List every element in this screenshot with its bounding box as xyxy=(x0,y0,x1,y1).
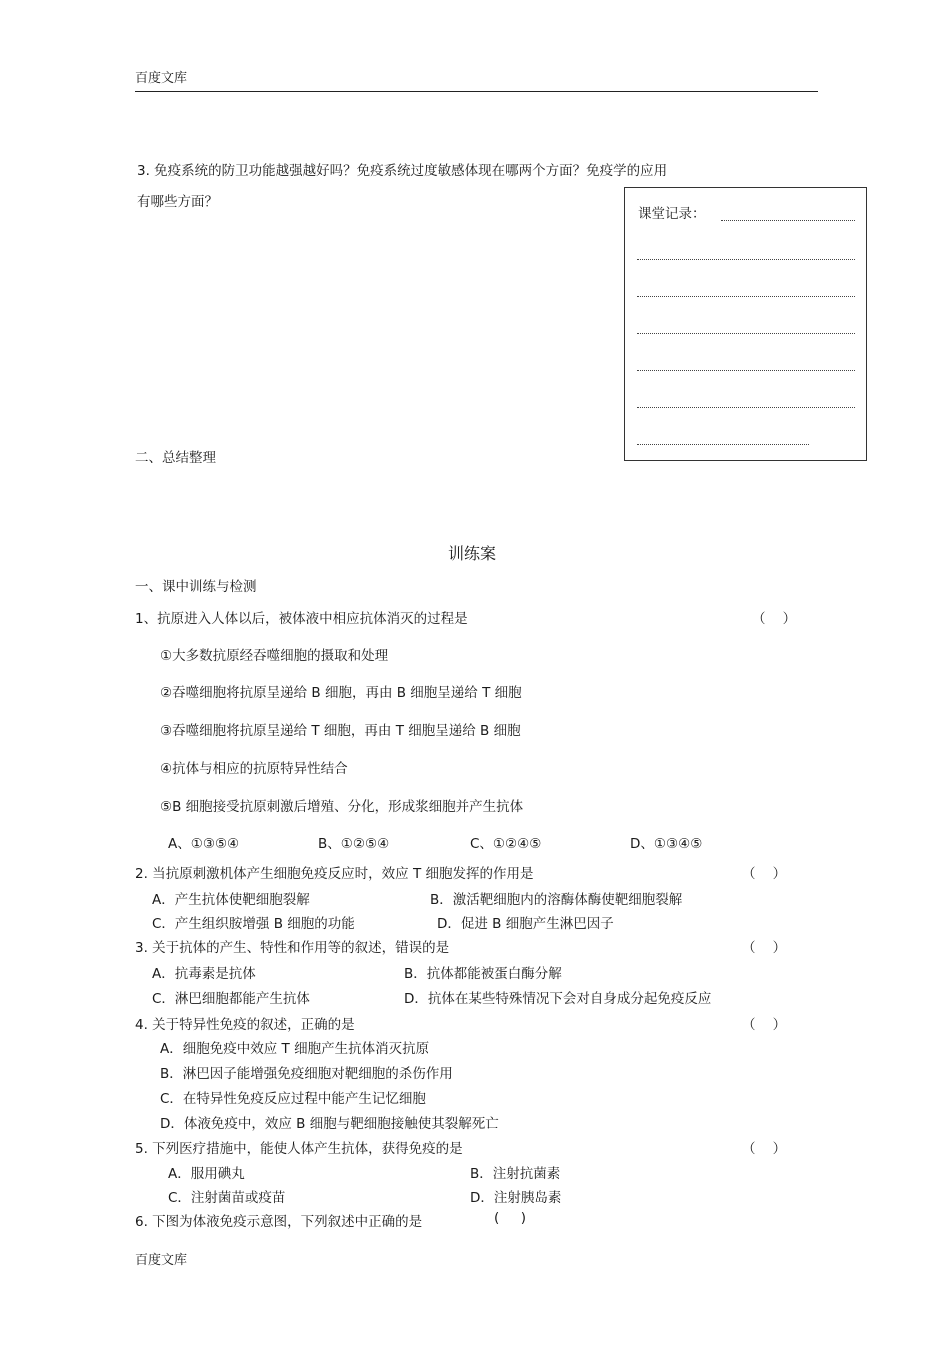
section1-heading: 一、课中训练与检测 xyxy=(135,579,257,595)
notes-label: 课堂记录： xyxy=(638,206,706,222)
q3-option-c: C．淋巴细胞都能产生抗体 xyxy=(152,991,310,1007)
q1-item-3: ③吞噬细胞将抗原呈递给 T 细胞，再由 T 细胞呈递给 B 细胞 xyxy=(160,723,521,739)
q1-option-d: D、①③④⑤ xyxy=(630,836,703,852)
q5-option-d: D．注射胰岛素 xyxy=(470,1190,562,1206)
q4-answer-paren: （ ） xyxy=(742,1017,787,1033)
notes-line xyxy=(637,407,855,408)
q4-option-b: B．淋巴因子能增强免疫细胞对靶细胞的杀伤作用 xyxy=(160,1066,453,1082)
q2-option-d: D．促进 B 细胞产生淋巴因子 xyxy=(437,916,614,932)
q5-stem: 5. 下列医疗措施中，能使人体产生抗体，获得免疫的是 xyxy=(135,1141,463,1157)
notes-line xyxy=(637,370,855,371)
question3-line2: 有哪些方面？ xyxy=(137,194,218,210)
notes-line xyxy=(721,220,855,221)
training-title: 训练案 xyxy=(448,544,497,563)
q3-stem: 3. 关于抗体的产生、特性和作用等的叙述，错误的是 xyxy=(135,940,450,956)
notes-line xyxy=(637,259,855,260)
q2-answer-paren: （ ） xyxy=(742,866,787,882)
q1-item-2: ②吞噬细胞将抗原呈递给 B 细胞，再由 B 细胞呈递给 T 细胞 xyxy=(160,685,522,701)
q1-item-4: ④抗体与相应的抗原特异性结合 xyxy=(160,761,348,777)
header-rule xyxy=(135,91,818,92)
q6-answer-paren: ( ) xyxy=(494,1210,526,1226)
q5-option-a: A．服用碘丸 xyxy=(168,1166,245,1182)
q5-option-c: C．注射菌苗或疫苗 xyxy=(168,1190,286,1206)
q3-option-a: A．抗毒素是抗体 xyxy=(152,966,256,982)
q1-option-b: B、①②⑤④ xyxy=(318,836,390,852)
q5-option-b: B．注射抗菌素 xyxy=(470,1166,561,1182)
q1-stem: 1、抗原进入人体以后，被体液中相应抗体消灭的过程是 xyxy=(135,611,468,627)
q5-answer-paren: （ ） xyxy=(742,1141,787,1157)
q1-item-1: ①大多数抗原经吞噬细胞的摄取和处理 xyxy=(160,648,389,664)
q1-option-a: A、①③⑤④ xyxy=(168,836,240,852)
header-title: 百度文库 xyxy=(135,71,188,86)
classroom-notes-box xyxy=(624,187,867,461)
q4-stem: 4. 关于特异性免疫的叙述，正确的是 xyxy=(135,1017,355,1033)
q3-option-d: D．抗体在某些特殊情况下会对自身成分起免疫反应 xyxy=(404,991,712,1007)
q3-answer-paren: （ ） xyxy=(742,940,787,956)
q1-item-5: ⑤B 细胞接受抗原刺激后增殖、分化，形成浆细胞并产生抗体 xyxy=(160,799,524,815)
q2-option-a: A．产生抗体使靶细胞裂解 xyxy=(152,892,310,908)
notes-line xyxy=(637,444,809,445)
summary-heading: 二、总结整理 xyxy=(135,450,216,466)
q4-option-d: D．体液免疫中，效应 B 细胞与靶细胞接触使其裂解死亡 xyxy=(160,1116,499,1132)
footer-title: 百度文库 xyxy=(135,1253,188,1268)
q2-option-b: B．激活靶细胞内的溶酶体酶使靶细胞裂解 xyxy=(430,892,683,908)
q2-option-c: C．产生组织胺增强 B 细胞的功能 xyxy=(152,916,355,932)
q1-option-c: C、①②④⑤ xyxy=(470,836,542,852)
q4-option-c: C．在特异性免疫反应过程中能产生记忆细胞 xyxy=(160,1091,426,1107)
q3-option-b: B．抗体都能被蛋白酶分解 xyxy=(404,966,562,982)
q2-stem: 2. 当抗原刺激机体产生细胞免疫反应时，效应 T 细胞发挥的作用是 xyxy=(135,866,534,882)
notes-line xyxy=(637,296,855,297)
question3-line1: 3. 免疫系统的防卫功能越强越好吗？免疫系统过度敏感体现在哪两个方面？免疫学的应用 xyxy=(137,163,668,179)
q6-stem: 6. 下图为体液免疫示意图，下列叙述中正确的是 xyxy=(135,1214,423,1230)
q1-answer-paren: （ ） xyxy=(752,611,797,627)
q4-option-a: A．细胞免疫中效应 T 细胞产生抗体消灭抗原 xyxy=(160,1041,430,1057)
notes-line xyxy=(637,333,855,334)
